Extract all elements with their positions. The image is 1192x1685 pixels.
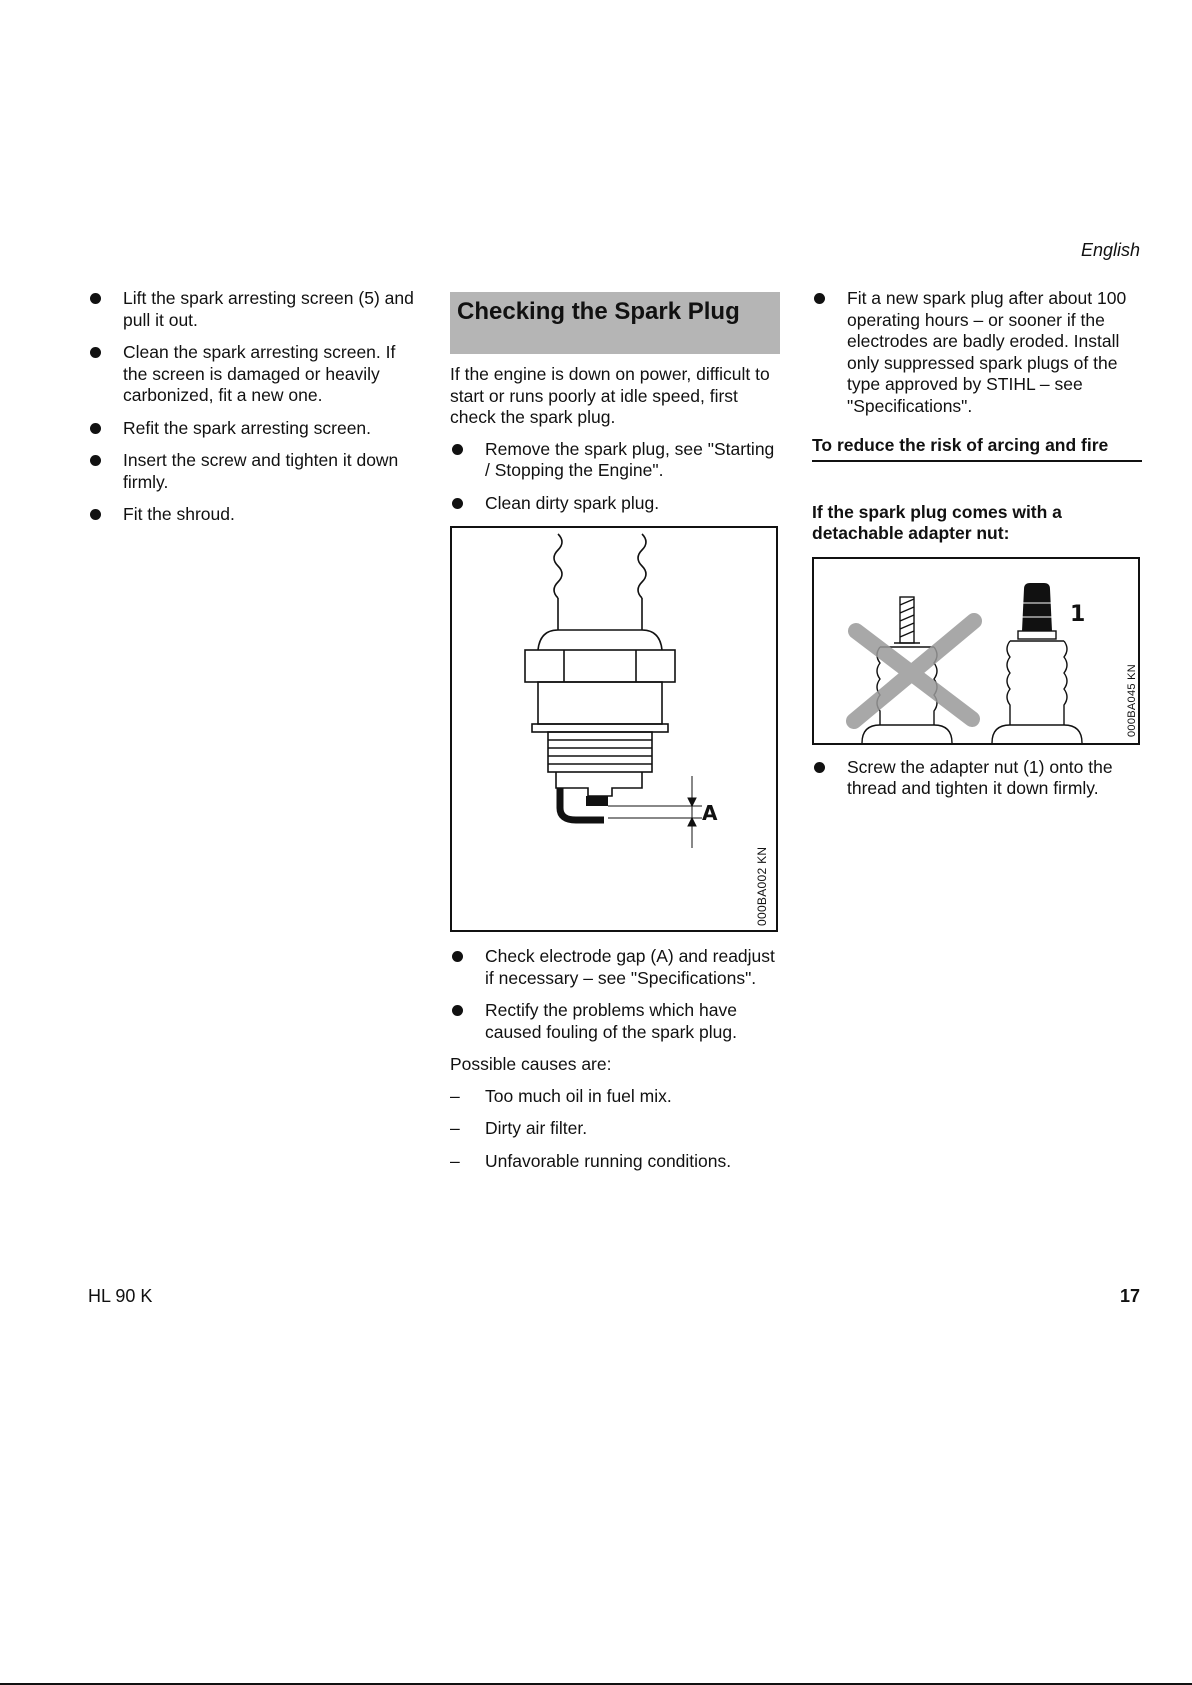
figure-code: 000BA002 KN: [755, 846, 769, 926]
bullet-icon: [452, 1005, 463, 1016]
adapter-steps-list: [812, 757, 1142, 800]
bullet-icon: [814, 762, 825, 773]
intro-paragraph: If the engine is down on power, difficult to start or runs poorly at idle speed, first check the spark plug.: [450, 364, 770, 427]
list-item: Insert the screw and tighten it down firmly.: [88, 450, 418, 493]
adapter-nut-illustration: [814, 559, 1138, 743]
list-item: Refit the spark arresting screen.: [88, 418, 418, 440]
list-item: Rectify the problems which have caused fouling of the spark plug.: [450, 1000, 780, 1043]
page-number: 17: [1119, 1286, 1140, 1306]
model-name: HL 90 K: [88, 1286, 153, 1306]
bullet-icon: [90, 509, 101, 520]
list-item: Fit a new spark plug after about 100 operating hours – or sooner if the electrodes are badly eroded. Install only suppressed spark plugs of the type approved by STIHL – see "Specifications".: [812, 288, 1142, 417]
bullet-icon: [452, 951, 463, 962]
adapter-heading: If the spark plug comes with a detachable adapter nut:: [812, 501, 1062, 543]
warning-heading: To reduce the risk of arcing and fire: [812, 435, 1142, 462]
adapter-nut-label: 1: [1070, 601, 1086, 627]
causes-intro: Possible causes are:: [450, 1054, 612, 1074]
list-item: Remove the spark plug, see "Starting / Stopping the Engine".: [450, 439, 780, 482]
list-item: – Too much oil in fuel mix.: [450, 1085, 672, 1106]
list-item: Clean the spark arresting screen. If the screen is damaged or heavily carbonized, fit a new one.: [88, 342, 418, 407]
list-item: – Dirty air filter.: [450, 1118, 588, 1138]
bullet-icon: [452, 444, 463, 455]
spark-plug-steps-list: [450, 439, 780, 515]
spark-plug-gap-illustration: [452, 528, 776, 930]
bullet-icon: [452, 498, 463, 509]
figure-code: 000BA045 KN: [1126, 663, 1138, 737]
list-item: Lift the spark arresting screen (5) and pull it out.: [88, 288, 418, 331]
bullet-icon: [90, 455, 101, 466]
bullet-icon: [90, 293, 101, 304]
list-item: Clean dirty spark plug.: [450, 493, 780, 515]
adapter-nut-figure: [812, 557, 1140, 745]
language-label: English: [1080, 240, 1140, 260]
column-middle: [450, 288, 780, 1183]
spark-plug-figure: [450, 526, 778, 932]
list-item: Screw the adapter nut (1) onto the thread and tighten it down firmly.: [812, 757, 1142, 800]
gap-label: A: [702, 801, 718, 825]
replacement-list: [812, 288, 1142, 417]
gap-steps-list: [450, 946, 780, 1043]
list-item: – Unfavorable running conditions.: [450, 1150, 732, 1171]
screen-steps-list: [88, 288, 418, 526]
list-item: Check electrode gap (A) and readjust if necessary – see "Specifications".: [450, 946, 780, 989]
section-title: Checking the Spark Plug: [457, 298, 740, 325]
causes-list: [450, 1086, 780, 1173]
bullet-icon: [90, 347, 101, 358]
bullet-icon: [90, 423, 101, 434]
section-heading-box: [450, 292, 780, 354]
column-right: [812, 288, 1142, 811]
column-left: [88, 288, 418, 537]
bullet-icon: [814, 293, 825, 304]
list-item: Fit the shroud.: [88, 504, 418, 526]
